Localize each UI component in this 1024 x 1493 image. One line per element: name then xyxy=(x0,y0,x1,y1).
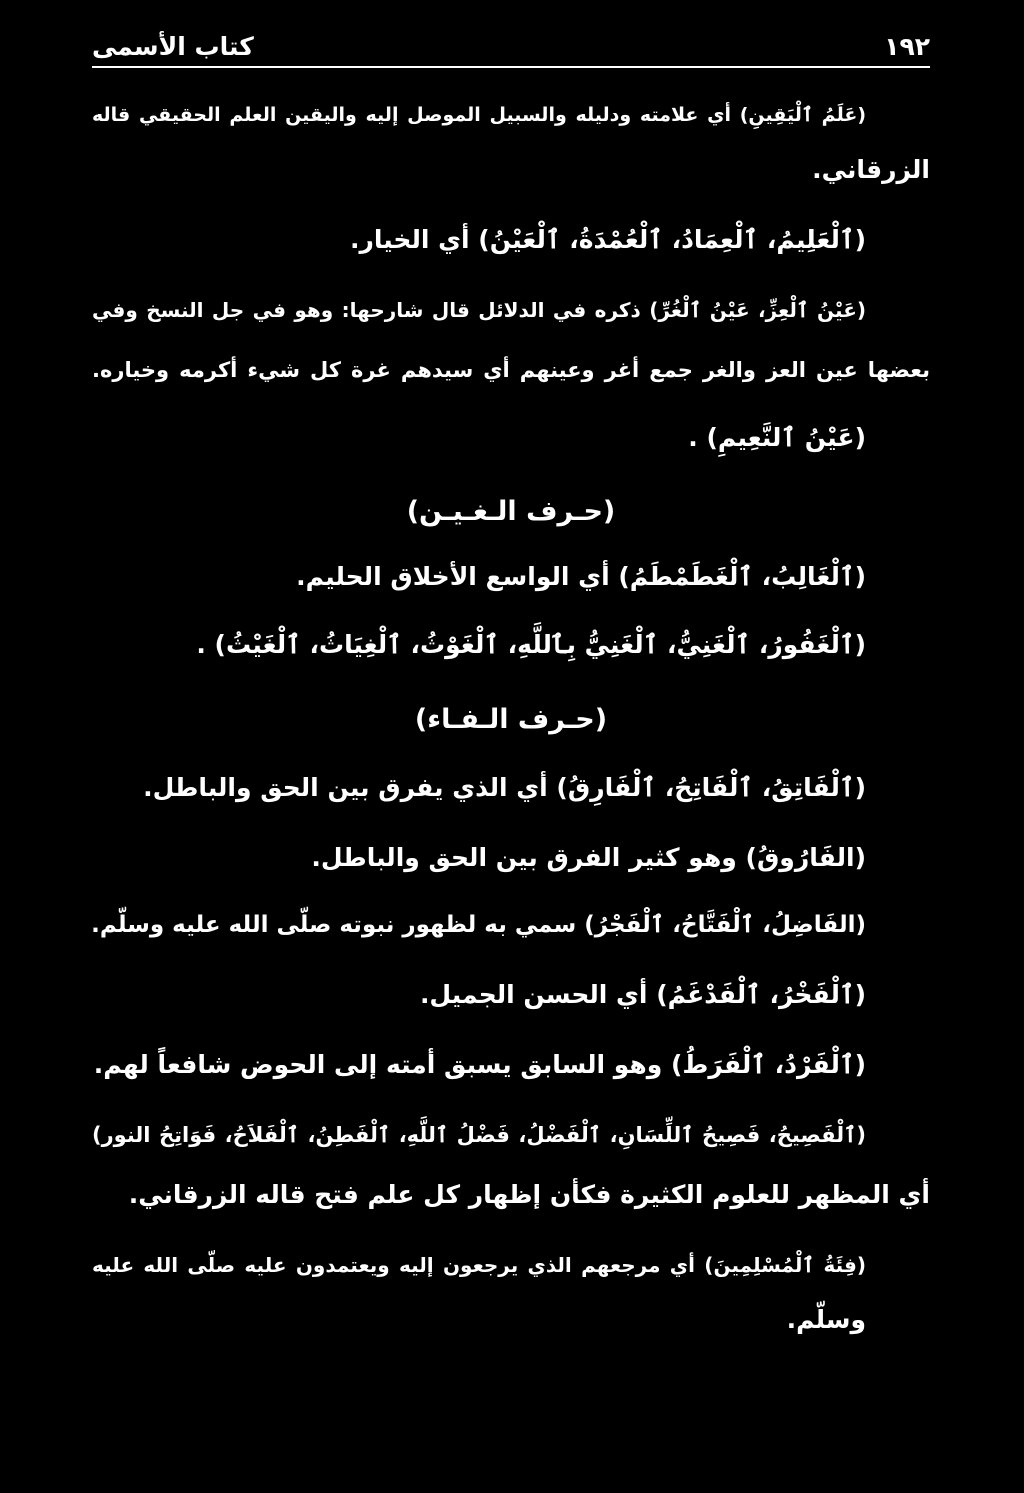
text-line: (ٱلْغَالِبُ، ٱلْغَطَمْطَمُ) أي الواسع الأخلاق الحليم. xyxy=(296,562,866,591)
text-line: (عَيْنُ ٱلْعِزِّ، عَيْنُ ٱلْغُرِّ) ذكره في الدلائل قال شارحها: وهو في جل النسخ وفي xyxy=(92,298,866,322)
text-line: (ٱلْفَاتِقُ، ٱلْفَاتِحُ، ٱلْفَارِقُ) أي الذي يفرق بين الحق والباطل. xyxy=(143,773,866,802)
text-line: بعضها عين العز والغر جمع أغر وعينهم أي سيدهم غرة كل شيء أكرمه وخياره. xyxy=(92,358,930,382)
text-line: (ٱلْفَرْدُ، ٱلْفَرَطُ) وهو السابق يسبق أمته إلى الحوض شافعاً لهم. xyxy=(93,1050,866,1079)
page-number: ١٩٢ xyxy=(884,32,930,61)
text-line: (ٱلْفَخْرُ، ٱلْفَدْغَمُ) أي الحسن الجميل. xyxy=(419,980,866,1009)
section-heading-ghain: (حـرف الـغـيـن) xyxy=(406,496,616,527)
header-rule xyxy=(92,66,930,68)
text-line: .الزرقاني xyxy=(812,155,930,184)
text-line: (ٱلْفَصِيحُ، فَصِيحُ ٱللِّسَانِ، ٱلْفَضْلُ، فَضْلُ ٱللَّهِ، ٱلْفَطِنُ، ٱلْفَلاَحُ، فَوَاتِحُ النور) xyxy=(92,1123,866,1147)
text-line: (فِئَةُ ٱلْمُسْلِمِينَ) أي مرجعهم الذي يرجعون إليه ويعتمدون عليه صلّى الله عليه xyxy=(92,1253,866,1277)
text-line: (عَيْنُ ٱلنَّعِيمِ) . xyxy=(688,423,866,452)
section-heading-fa: (حـرف الـفـاء) xyxy=(414,704,608,735)
text-line: أي المظهر للعلوم الكثيرة فكأن إظهار كل علم فتح قاله الزرقاني. xyxy=(128,1180,930,1209)
text-line: (ٱلْغَفُورُ، ٱلْغَنِيُّ، ٱلْغَنِيُّ بِٱللَّهِ، ٱلْغَوْثُ، ٱلْغِيَاثُ، ٱلْغَيْثُ) . xyxy=(196,630,866,659)
running-header xyxy=(92,28,930,66)
text-line: (الفَاضِلُ، ٱلْفَتَّاحُ، ٱلْفَجْرُ) سمي به لظهور نبوته صلّى الله عليه وسلّم. xyxy=(91,912,866,938)
text-line: (ٱلْعَلِيمُ، ٱلْعِمَادُ، ٱلْعُمْدَةُ، ٱلْعَيْنُ) أي الخيار. xyxy=(349,225,866,254)
text-line: .وسلّم xyxy=(786,1305,866,1334)
text-line: (الفَارُوقُ) وهو كثير الفرق بين الحق والباطل. xyxy=(311,843,866,872)
book-title: كتاب الأسمى xyxy=(92,32,254,61)
text-line: (عَلَمُ ٱلْيَقِينِ) أي علامته ودليله والسبيل الموصل إليه واليقين العلم الحقيقي قاله xyxy=(92,104,866,126)
